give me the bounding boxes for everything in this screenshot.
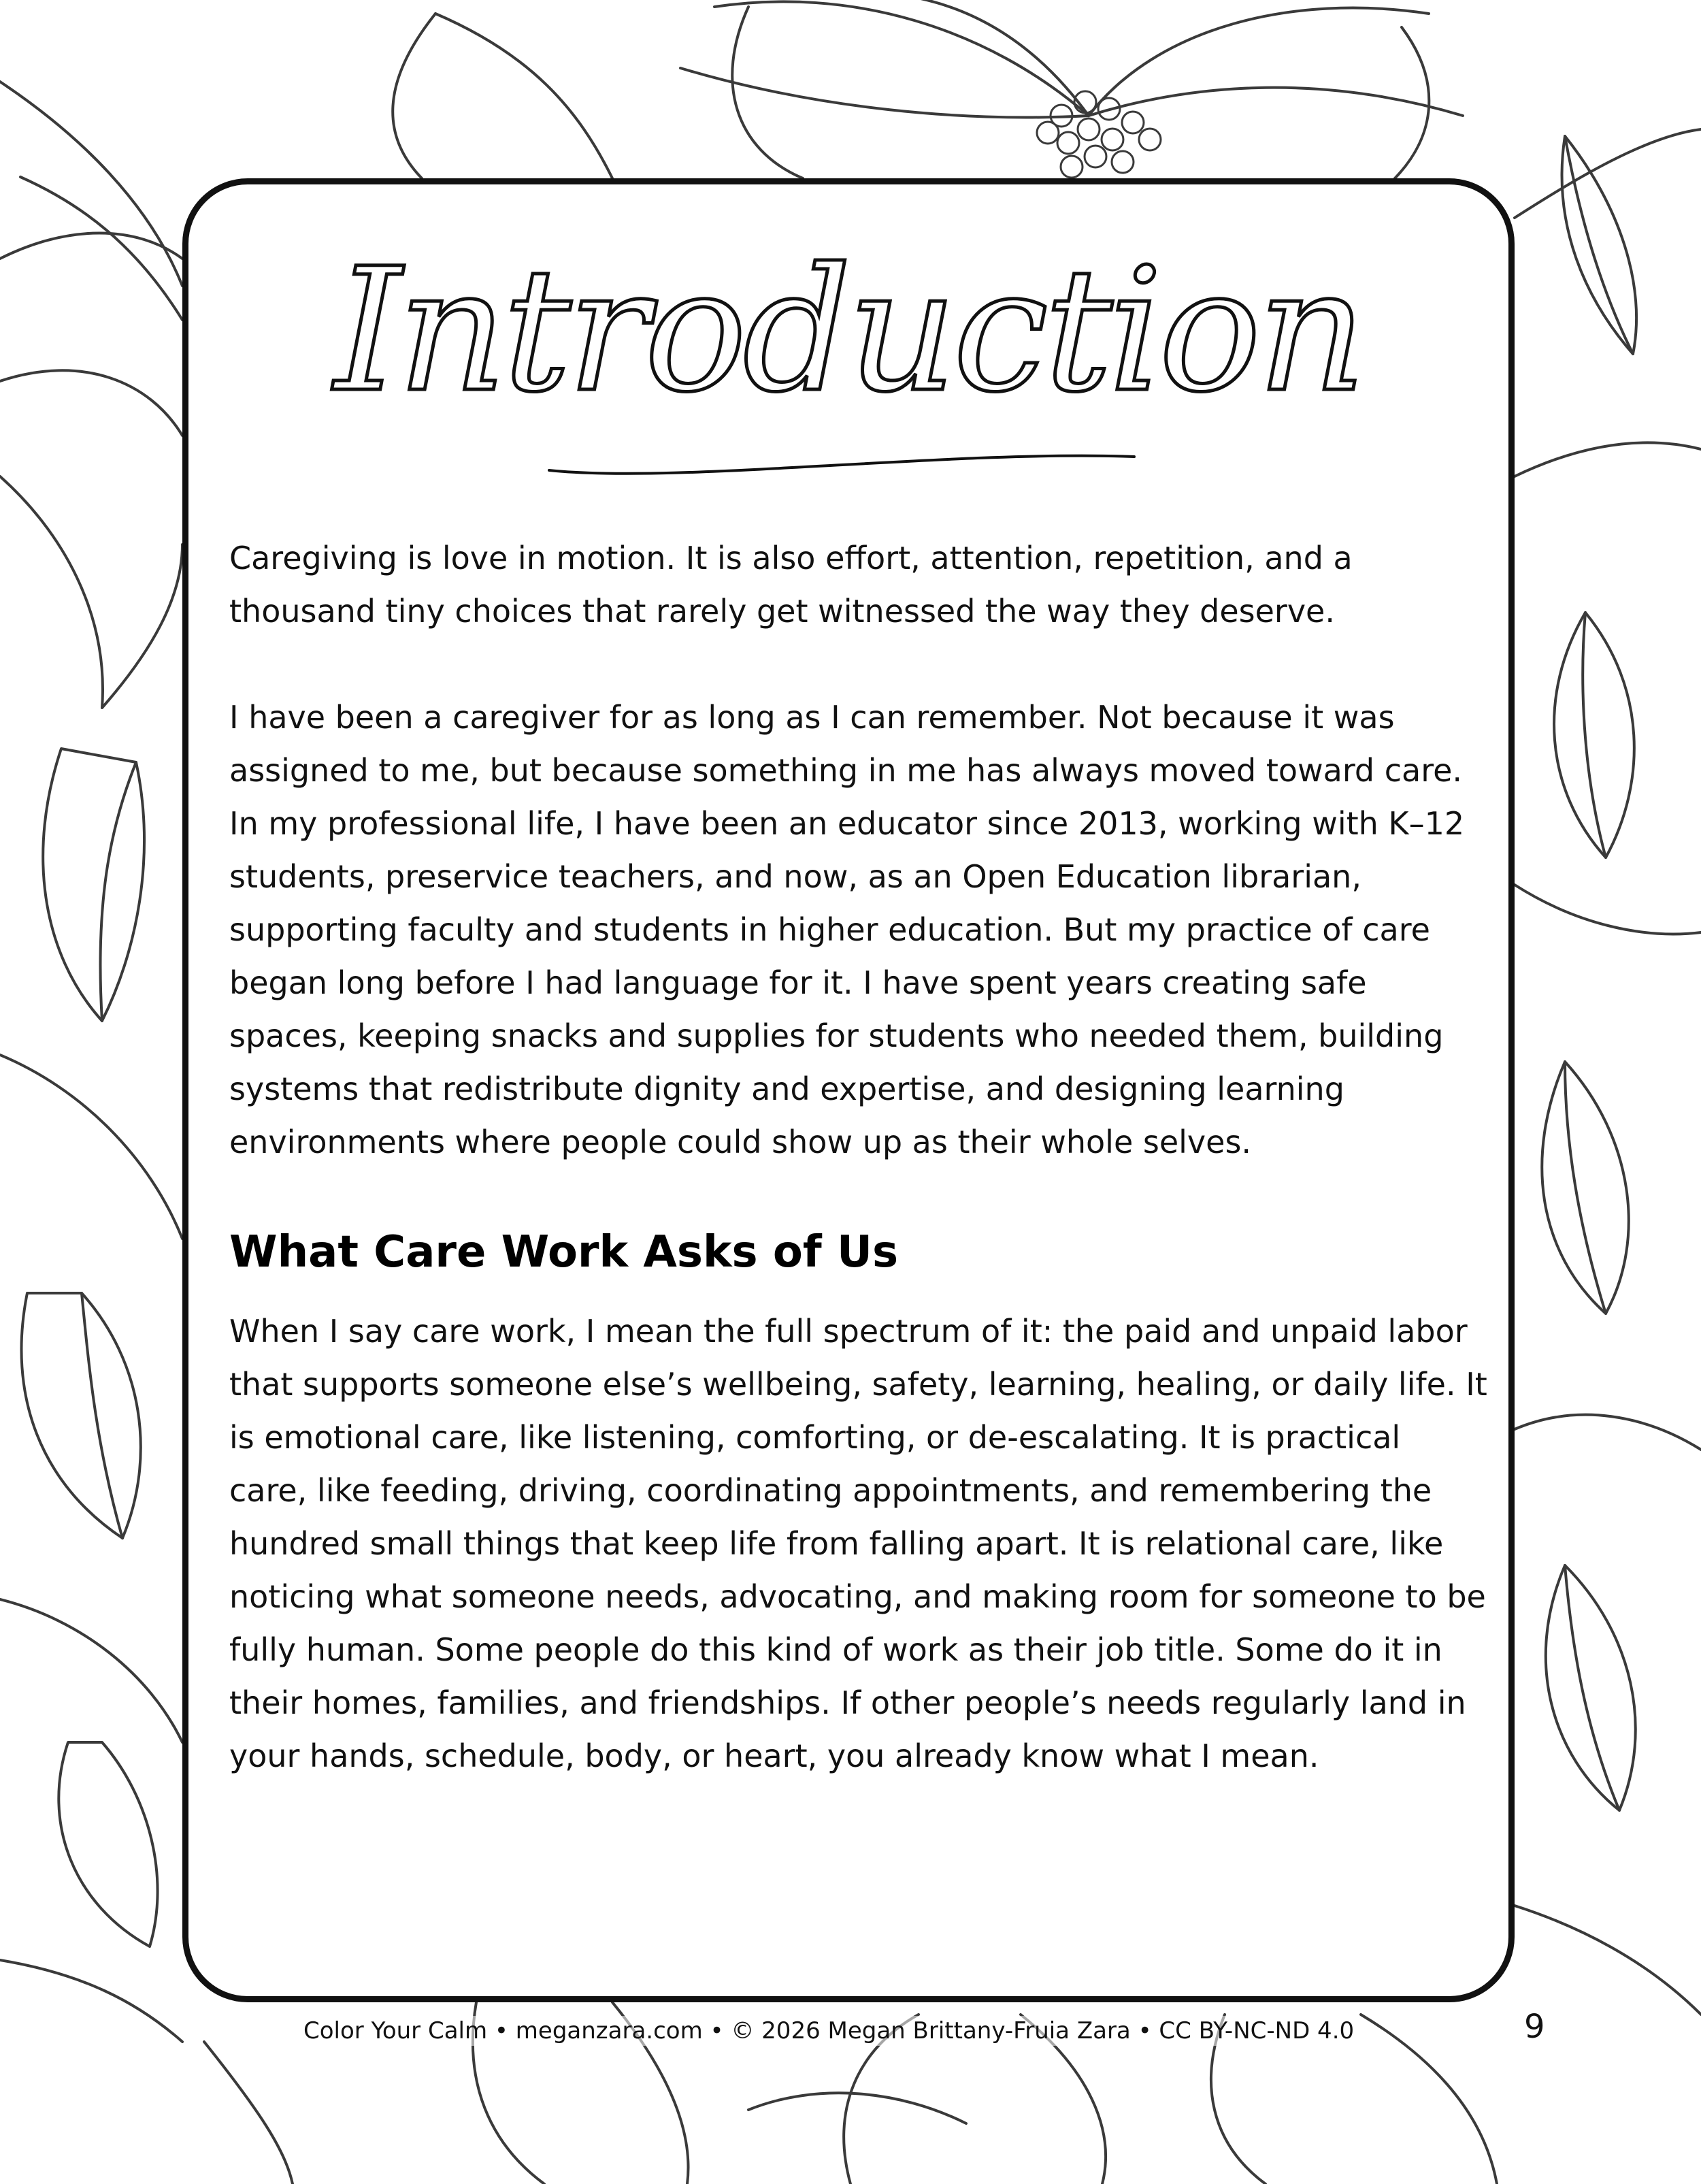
footer-credit: Color Your Calm • meganzara.com • © 2026 Megan Brittany-Fruia Zara • CC BY-NC-ND 4.0	[299, 2016, 1358, 2046]
intro-paragraph-1: Caregiving is love in motion. It is also effort, attention, repetition, and a thousand tiny choices that rarely get witnessed the way they deserve.	[229, 540, 1353, 630]
page-title: Introduction	[334, 231, 1363, 429]
page-number: 9	[1524, 2008, 1545, 2046]
intro-paragraph-2: I have been a caregiver for as long as I can remember. Not because it was assigned to me, but because something in me has always moved toward care. In my professional life, I have been an educator since 2013, working with K–12 students, preservice teachers, and now, as an Open Education librarian, supporting faculty and students in higher education. But my practice of care began long before I had language for it. I have spent years creating safe spaces, keeping snacks and supplies for students who needed them, building systems that redistribute dignity and expertise, and designing learning environments where people could show up as their whole selves.	[229, 699, 1465, 1160]
section-paragraph: When I say care work, I mean the full spectrum of it: the paid and unpaid labor that supports someone else’s wellbeing, safety, learning, healing, or daily life. It is emotional care, like listening, comforting, or de-escalating. It is practical care, like feeding, driving, coordinating appointments, and remembering the hundred small things that keep life from falling apart. It is relational care, like noticing what someone needs, advocating, and making room for someone to be fully human. Some people do this kind of work as their job title. Some do it in their homes, families, and friendships. If other people’s needs regularly land in your hands, schedule, body, or heart, you already know what I mean.	[229, 1313, 1487, 1774]
title-underline-flourish	[542, 443, 1141, 484]
section-heading: What Care Work Asks of Us	[229, 1227, 899, 1277]
body-text	[229, 532, 1488, 1782]
content-card	[182, 178, 1515, 2002]
